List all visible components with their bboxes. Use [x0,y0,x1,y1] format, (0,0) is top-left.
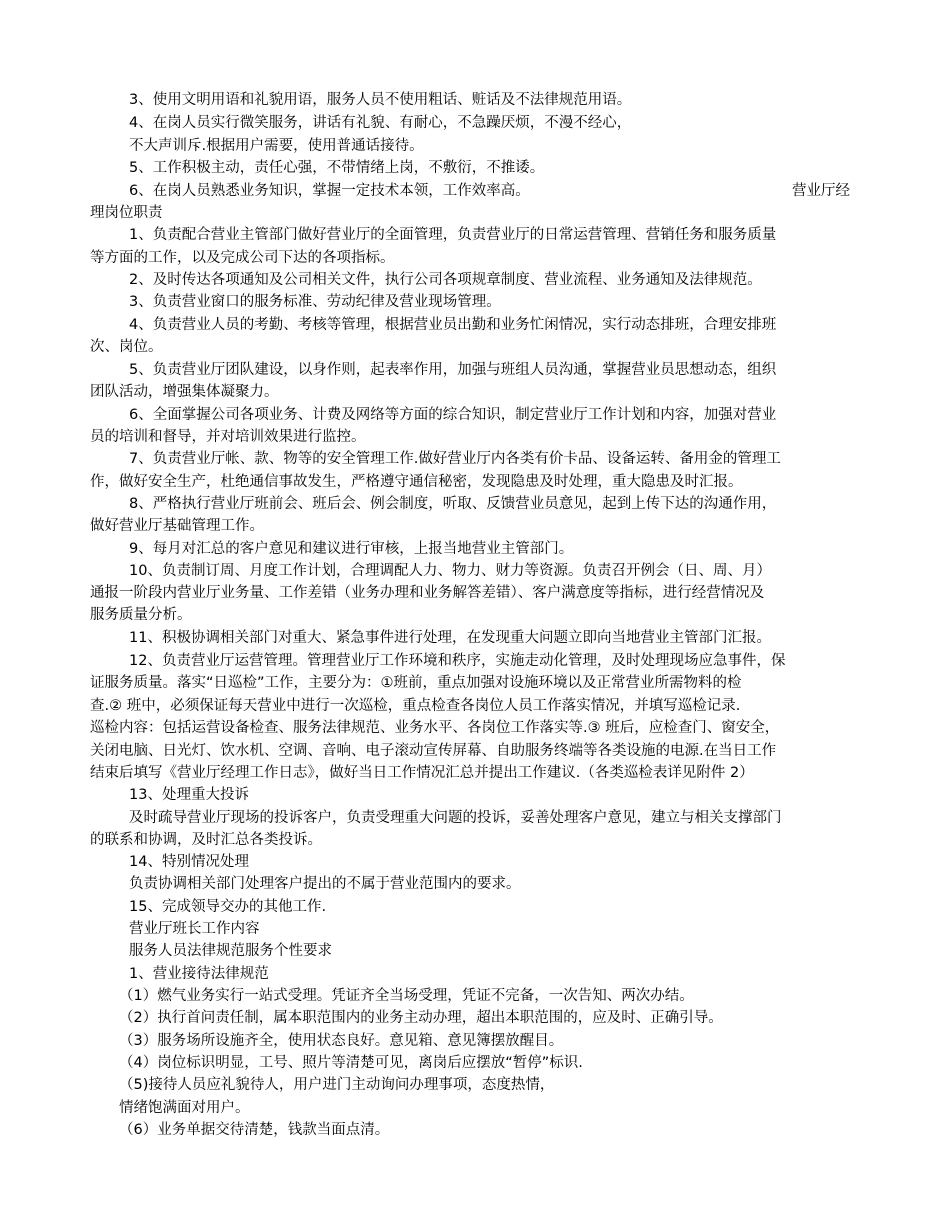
text-line: （3）服务场所设施齐全，使用状态良好。意见箱、意见簿摆放醒目。 [119,1033,564,1049]
text-line: 6、全面掌握公司各项业务、计费及网络等方面的综合知识，制定营业厅工作计划和内容，加强对营业 [129,407,777,423]
text-line: 4、负责营业人员的考勤、考核等管理，根据营业员出勤和业务忙闲情况，实行动态排班，合理安排班 [129,317,777,333]
text-line: 7、负责营业厅帐、款、物等的安全管理工作.做好营业厅内各类有价卡品、设备运转、备用金的管理工 [129,451,781,467]
text-line: 15、完成领导交办的其他工作. [129,899,327,915]
text-line: （4）岗位标识明显，工号、照片等清楚可见，离岗后应摆放“暂停”标识. [119,1055,583,1071]
section-heading-part: 营业厅经 [792,183,850,199]
text-line: 关闭电脑、日光灯、饮水机、空调、音响、电子滚动宣传屏幕、自助服务终端等各类设施的电源.在当日工作 [90,743,777,759]
text-line: 6、在岗人员熟悉业务知识，掌握一定技术本领，工作效率高。 [129,183,530,199]
text-line: 员的培训和督导，并对培训效果进行监控。 [90,429,366,445]
text-line: 做好营业厅基础管理工作。 [90,518,264,534]
text-line: 1、营业接待法律规范 [129,966,269,982]
text-line: 情绪饱满面对用户。 [119,1100,250,1116]
text-line: 2、及时传达各项通知及公司相关文件，执行公司各项规章制度、营业流程、业务通知及法律规范。 [129,272,762,288]
text-line: 查.② 班中，必须保证每天营业中进行一次巡检，重点检查各岗位人员工作落实情况，并填写巡检记录. [90,698,741,714]
text-line: （2）执行首问责任制，属本职范围内的业务主动办理，超出本职范围的，应及时、正确引导。 [119,1010,723,1026]
text-line: 13、处理重大投诉 [129,787,249,803]
text-line: 11、积极协调相关部门对重大、紧急事件进行处理，在发现重大问题立即向当地营业主管部门汇报。 [129,630,771,646]
text-line: （1）燃气业务实行一站式受理。凭证齐全当场受理，凭证不完备，一次告知、两次办结。 [119,988,694,1004]
text-line: 等方面的工作，以及完成公司下达的各项指标。 [90,250,395,266]
text-line: 结束后填写《营业厅经理工作日志》，做好当日工作情况汇总并提出工作建议.（各类巡检表详见附件 2） [90,765,754,781]
text-line: 的联系和协调，及时汇总各类投诉。 [90,832,322,848]
text-line: 营业厅班长工作内容 [129,921,260,937]
text-line: 14、特别情况处理 [129,854,249,870]
text-line: （5)接待人员应礼貌待人，用户进门主动询问办理事项，态度热情， [119,1077,555,1093]
text-line: 5、工作积极主动，责任心强，不带情绪上岗，不敷衍，不推诿。 [129,160,545,176]
text-line: 10、负责制订周、月度工作计划，合理调配人力、物力、财力等资源。负责召开例会（日、周、月） [129,563,771,579]
text-line: 团队活动，增强集体凝聚力。 [90,384,279,400]
text-line: （6）业务单据交待清楚，钱款当面点清。 [119,1122,390,1138]
text-line: 1、负责配合营业主管部门做好营业厅的全面管理，负责营业厅的日常运营管理、营销任务和服务质量 [129,227,777,243]
text-line: 服务质量分析。 [90,607,192,623]
text-line: 8、严格执行营业厅班前会、班后会、例会制度，听取、反馈营业员意见，起到上传下达的沟通作用， [129,496,777,512]
text-line: 12、负责营业厅运营管理。管理营业厅工作环境和秩序，实施走动化管理，及时处理现场应急事件，保 [129,653,786,669]
text-line: 负责协调相关部门处理客户提出的不属于营业范围内的要求。 [129,876,521,892]
section-heading: 理岗位职责 [90,205,163,221]
text-line: 巡检内容：包括运营设备检查、服务法律规范、业务水平、各岗位工作落实等.③ 班后，应检查门、窗安全， [90,720,780,736]
text-line: 9、每月对汇总的客户意见和建议进行审核，上报当地营业主管部门。 [129,541,574,557]
text-line: 3、负责营业窗口的服务标准、劳动纪律及营业现场管理。 [129,294,501,310]
text-line: 不大声训斥.根据用户需要，使用普通话接待。 [129,138,424,154]
text-line: 及时疏导营业厅现场的投诉客户，负责受理重大问题的投诉，妥善处理客户意见，建立与相关支撑部门 [129,810,782,826]
text-line: 通报一阶段内营业厅业务量、工作差错（业务办理和业务解答差错）、客户满意度等指标，进行经营情况及 [90,585,765,601]
text-line: 证服务质量。落实“日巡检”工作，主要分为：①班前，重点加强对设施环境以及正常营业所需物料的检 [90,675,742,691]
text-line: 5、负责营业厅团队建设，以身作则，起表率作用，加强与班组人员沟通，掌握营业员思想动态，组织 [129,362,777,378]
text-line: 3、使用文明用语和礼貌用语，服务人员不使用粗话、赃话及不法律规范用语。 [129,92,632,108]
text-line: 作，做好安全生产，杜绝通信事故发生，严格遵守通信秘密，发现隐患及时处理，重大隐患及时汇报。 [90,474,743,490]
text-line: 服务人员法律规范服务个性要求 [129,943,332,959]
text-line: 次、岗位。 [90,339,163,355]
text-line: 4、在岗人员实行微笑服务，讲话有礼貌、有耐心，不急躁厌烦，不漫不经心， [129,115,632,131]
